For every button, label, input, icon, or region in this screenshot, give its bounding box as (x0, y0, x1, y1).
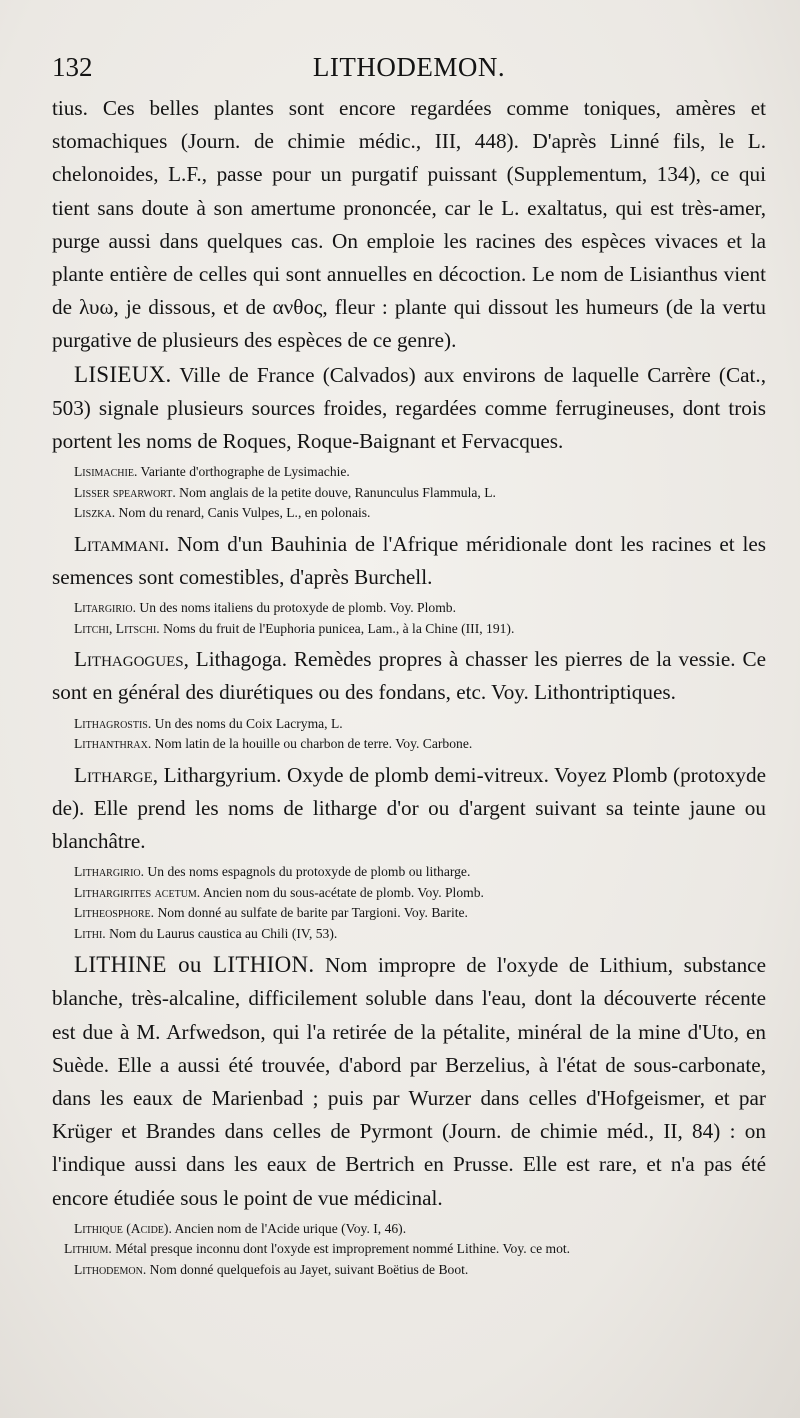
note-lithargirites-acetum (52, 883, 766, 904)
note-text: Métal presque inconnu dont l'oxyde est improprement nommé Lithine. Voy. ce mot. (111, 1241, 571, 1257)
entry-lithine (52, 948, 766, 1215)
entry-head: Litharge, (74, 762, 159, 787)
note-lisser-spearwort (52, 483, 766, 504)
note-lithium (52, 1239, 766, 1260)
note-head: Lithargirio. (74, 864, 145, 880)
note-head: Litargirio. (74, 600, 137, 616)
note-text: Un des noms du Coix Lacryma, L. (151, 715, 343, 731)
note-text: Nom latin de la houille ou charbon de terre. Voy. Carbone. (151, 736, 473, 752)
entry-text: Nom d'un Bauhinia de l'Afrique méridionale dont les racines et les semences sont comestibles, d'après Burchell. (52, 531, 766, 589)
note-text: Nom donné au sulfate de barite par Targioni. Voy. Barite. (154, 905, 468, 921)
note-head: Litchi, Litschi. (74, 620, 160, 636)
entry-head: LISIEUX. (74, 361, 172, 387)
note-text: Un des noms espagnols du protoxyde de plomb ou litharge. (144, 864, 471, 880)
note-text: Nom donné quelquefois au Jayet, suivant Boëtius de Boot. (146, 1261, 469, 1277)
note-text: Ancien nom de l'Acide urique (Voy. I, 46). (171, 1220, 407, 1236)
note-head: Lithargirites acetum. (74, 884, 201, 900)
note-lithodemon (52, 1260, 766, 1281)
note-liszka (52, 503, 766, 524)
note-head: Lithanthrax. (74, 736, 152, 752)
entry-text: Nom impropre de l'oxyde de Lithium, substance blanche, très-alcaline, difficilement soluble dans l'eau, dont la découverte récente est due à M. Arfwedson, qui l'a retirée de la pétalite, minéral de la mine d'Uto, en Suède. Elle a aussi été trouvée, d'abord par Berzelius, à l'état de sous-carbonate, dans les eaux de Marienbad ; puis par Wurzer dans celles d'Hofgeismer, et par Krüger et Brandes dans celles de Pyrmont (Journ. de chimie méd., II, 84) : on l'indique aussi dans les eaux de Bertrich en Prusse. Elle est rare, et n'a pas été encore étudiée sous le point de vue médicinal. (52, 953, 766, 1210)
note-text: Variante d'orthographe de Lysimachie. (137, 464, 350, 480)
entry-litharge (52, 759, 766, 859)
note-lisimachie (52, 462, 766, 483)
note-head: Lithagrostis. (74, 715, 152, 731)
note-text: Noms du fruit de l'Euphoria punicea, Lam., à la Chine (III, 191). (159, 620, 515, 636)
entry-head: Lithagogues, (74, 647, 189, 672)
entry-lisieux (52, 358, 766, 459)
running-head: LITHODEMON. (312, 52, 506, 82)
entry-text: Lithargyrium. Oxyde de plomb demi-vitreux. Voyez Plomb (protoxyde de). Elle prend les noms de litharge d'or ou d'argent suivant sa teinte jaune ou blanchâtre. (52, 762, 766, 853)
note-text: Un des noms italiens du protoxyde de plomb. Voy. Plomb. (136, 600, 456, 616)
note-text: Nom du Laurus caustica au Chili (IV, 53). (105, 925, 338, 941)
paragraph-lisianthus-continued: tius. Ces belles plantes sont encore regardées comme toniques, amères et stomachiques (Journ. de chimie médic., III, 448). D'après Linné fils, le L. chelonoides, L.F., passe pour un purgatif puissant (Supplementum, 134), ce qui tient sans doute à son amertume prononcée, car le L. exaltatus, qui est très-amer, purge aussi dans quelques cas. On emploie les racines des espèces vivaces et la plante entière de celles qui sont annuelles en décoction. Le nom de Lisianthus vient de λυω, je dissous, et de ανθος, fleur : plante qui dissout les humeurs (de la vertu purgative de plusieurs des espèces de ce genre). (52, 96, 766, 353)
page-body (52, 92, 766, 1280)
note-head: Lithodemon. (74, 1261, 147, 1277)
page-header (52, 52, 766, 92)
entry-text: Ville de France (Calvados) aux environs de laquelle Carrère (Cat., 503) signale plusieurs sources froides, regardées comme ferrugineuses, dont trois portent les noms de Roques, Roque-Baignant et Fervacques. (52, 362, 766, 454)
note-head: Lithium. (64, 1241, 112, 1257)
note-text: Nom anglais de la petite douve, Ranunculus Flammula, L. (175, 484, 496, 500)
note-lithique (52, 1219, 766, 1240)
entry-lithagogues (52, 643, 766, 709)
note-head: Lithique (Acide). (74, 1220, 172, 1236)
note-litheosphore (52, 903, 766, 924)
note-lithi (52, 924, 766, 945)
note-lithanthrax (52, 734, 766, 755)
note-head: Lisimachie. (74, 464, 138, 480)
note-head: Liszka. (74, 505, 116, 521)
note-lithargirio (52, 862, 766, 883)
entry-text: Lithagoga. Remèdes propres à chasser les pierres de la vessie. Ce sont en général des diurétiques ou des fondans, etc. Voy. Lithontriptiques. (52, 647, 766, 705)
entry-litammani (52, 528, 766, 594)
note-head: Lisser spearwort. (74, 484, 176, 500)
note-lithagrostis (52, 714, 766, 735)
note-head: Litheosphore. (74, 905, 155, 921)
note-text: Nom du renard, Canis Vulpes, L., en polonais. (115, 505, 371, 521)
note-litchi (52, 619, 766, 640)
page-number: 132 (52, 52, 93, 82)
note-text: Ancien nom du sous-acétate de plomb. Voy. Plomb. (200, 884, 484, 900)
entry-head: Litammani. (74, 531, 170, 556)
note-head: Lithi. (74, 925, 106, 941)
note-litargirio (52, 598, 766, 619)
entry-head: LITHINE ou LITHION. (74, 952, 315, 978)
